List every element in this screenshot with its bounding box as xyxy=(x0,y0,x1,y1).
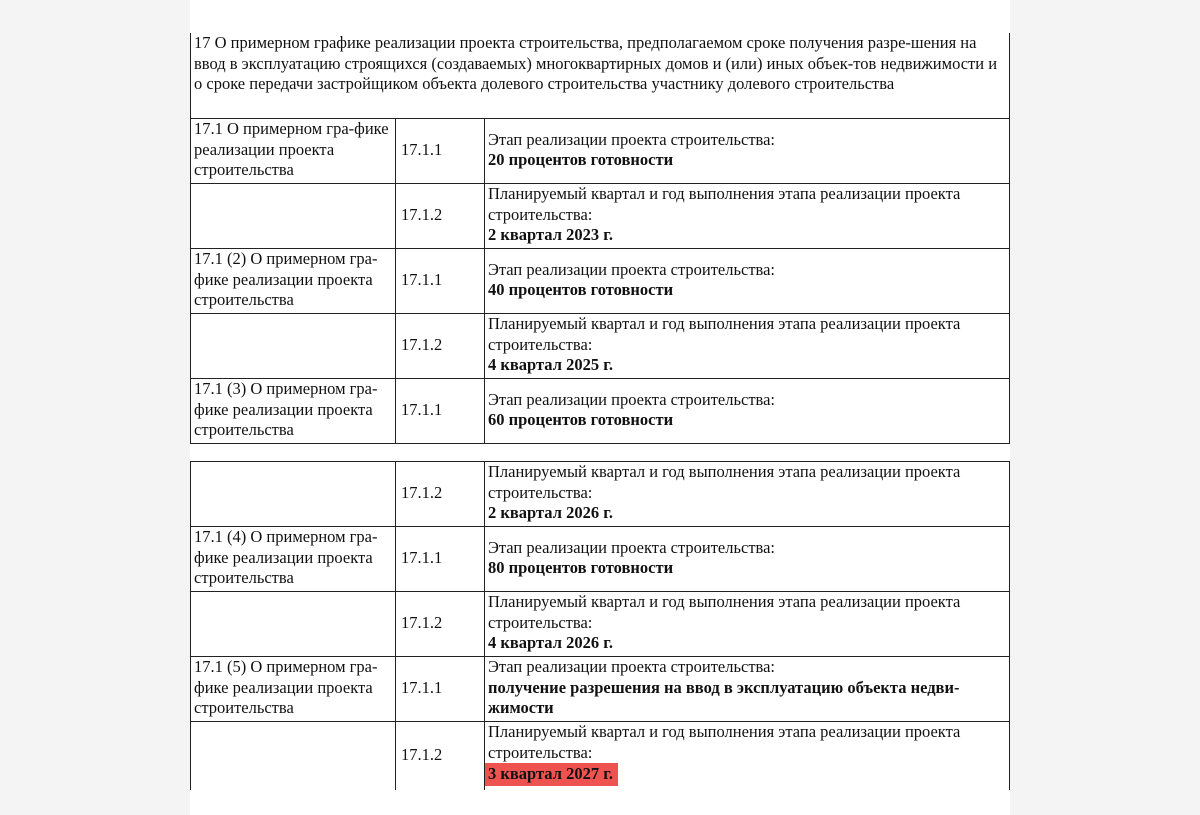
stage-heading: Этап реализации проекта строительства: xyxy=(488,259,776,279)
stage-label: 17.1 (4) О примерном гра-фике реализации проекта строительства xyxy=(191,527,396,592)
planned-cell xyxy=(485,314,1010,379)
stage-cell xyxy=(485,527,1010,592)
planned-heading: Планируемый квартал и год выполнения этапа реализации проекта строительства: xyxy=(488,722,961,762)
stage-row xyxy=(191,249,1010,314)
planned-row xyxy=(191,184,1010,249)
stage-row xyxy=(191,379,1010,444)
stage-heading: Этап реализации проекта строительства: xyxy=(488,129,776,149)
empty-cell xyxy=(191,184,396,249)
empty-cell xyxy=(191,592,396,657)
section-title: 17 О примерном графике реализации проекта строительства, предполагаемом сроке получения разре-шения на ввод в эксплуатацию строящихся (создаваемых) многоквартирных домов и (или) иных объек-тов недвижимости и о сроке передачи застройщиком объекта долевого строительства участнику долевого строительства xyxy=(191,33,1010,119)
stage-label: 17.1 О примерном гра-фике реализации проекта строительства xyxy=(191,119,396,184)
stage-value: 40 процентов готовности xyxy=(488,280,674,299)
planned-code: 17.1.2 xyxy=(396,184,485,249)
planned-row xyxy=(191,722,1010,791)
planned-cell xyxy=(485,722,1010,791)
stage-code: 17.1.1 xyxy=(396,249,485,314)
stage-value: получение разрешения на ввод в эксплуатацию объекта недви-жимости xyxy=(488,677,960,717)
planned-heading: Планируемый квартал и год выполнения этапа реализации проекта строительства: xyxy=(488,314,961,354)
schedule-table-part-1 xyxy=(190,33,1010,444)
schedule-table-part-2 xyxy=(190,461,1010,790)
planned-heading: Планируемый квартал и год выполнения этапа реализации проекта строительства: xyxy=(488,592,961,632)
planned-row xyxy=(191,314,1010,379)
stage-row xyxy=(191,119,1010,184)
stage-row xyxy=(191,657,1010,722)
planned-row xyxy=(191,592,1010,657)
stage-value: 80 процентов готовности xyxy=(488,558,674,577)
stage-heading: Этап реализации проекта строительства: xyxy=(488,657,776,676)
empty-cell xyxy=(191,722,396,791)
stage-cell xyxy=(485,119,1010,184)
planned-code: 17.1.2 xyxy=(396,592,485,657)
planned-heading: Планируемый квартал и год выполнения этапа реализации проекта строительства: xyxy=(488,184,961,224)
stage-code: 17.1.1 xyxy=(396,527,485,592)
planned-value: 2 квартал 2023 г. xyxy=(488,225,613,244)
stage-code: 17.1.1 xyxy=(396,657,485,722)
stage-row xyxy=(191,527,1010,592)
stage-label: 17.1 (3) О примерном гра-фике реализации проекта строительства xyxy=(191,379,396,444)
stage-label: 17.1 (2) О примерном гра-фике реализации проекта строительства xyxy=(191,249,396,314)
planned-value: 4 квартал 2025 г. xyxy=(488,355,613,374)
stage-cell xyxy=(485,657,1010,722)
empty-cell xyxy=(191,314,396,379)
empty-cell xyxy=(191,462,396,527)
planned-code: 17.1.2 xyxy=(396,462,485,527)
planned-cell xyxy=(485,462,1010,527)
planned-value: 4 квартал 2026 г. xyxy=(488,633,613,652)
stage-heading: Этап реализации проекта строительства: xyxy=(488,537,776,557)
stage-cell xyxy=(485,249,1010,314)
planned-cell xyxy=(485,592,1010,657)
section-header-row xyxy=(191,33,1010,119)
stage-code: 17.1.1 xyxy=(396,119,485,184)
planned-value: 2 квартал 2026 г. xyxy=(488,503,613,522)
planned-row xyxy=(191,462,1010,527)
stage-label: 17.1 (5) О примерном гра-фике реализации проекта строительства xyxy=(191,657,396,722)
stage-value: 20 процентов готовности xyxy=(488,150,674,169)
stage-heading: Этап реализации проекта строительства: xyxy=(488,389,776,409)
planned-code: 17.1.2 xyxy=(396,314,485,379)
stage-cell xyxy=(485,379,1010,444)
stage-value: 60 процентов готовности xyxy=(488,410,674,429)
highlighted-planned-value: 3 квартал 2027 г. xyxy=(485,763,618,786)
stage-code: 17.1.1 xyxy=(396,379,485,444)
planned-heading: Планируемый квартал и год выполнения этапа реализации проекта строительства: xyxy=(488,462,961,502)
planned-code: 17.1.2 xyxy=(396,722,485,791)
planned-cell xyxy=(485,184,1010,249)
